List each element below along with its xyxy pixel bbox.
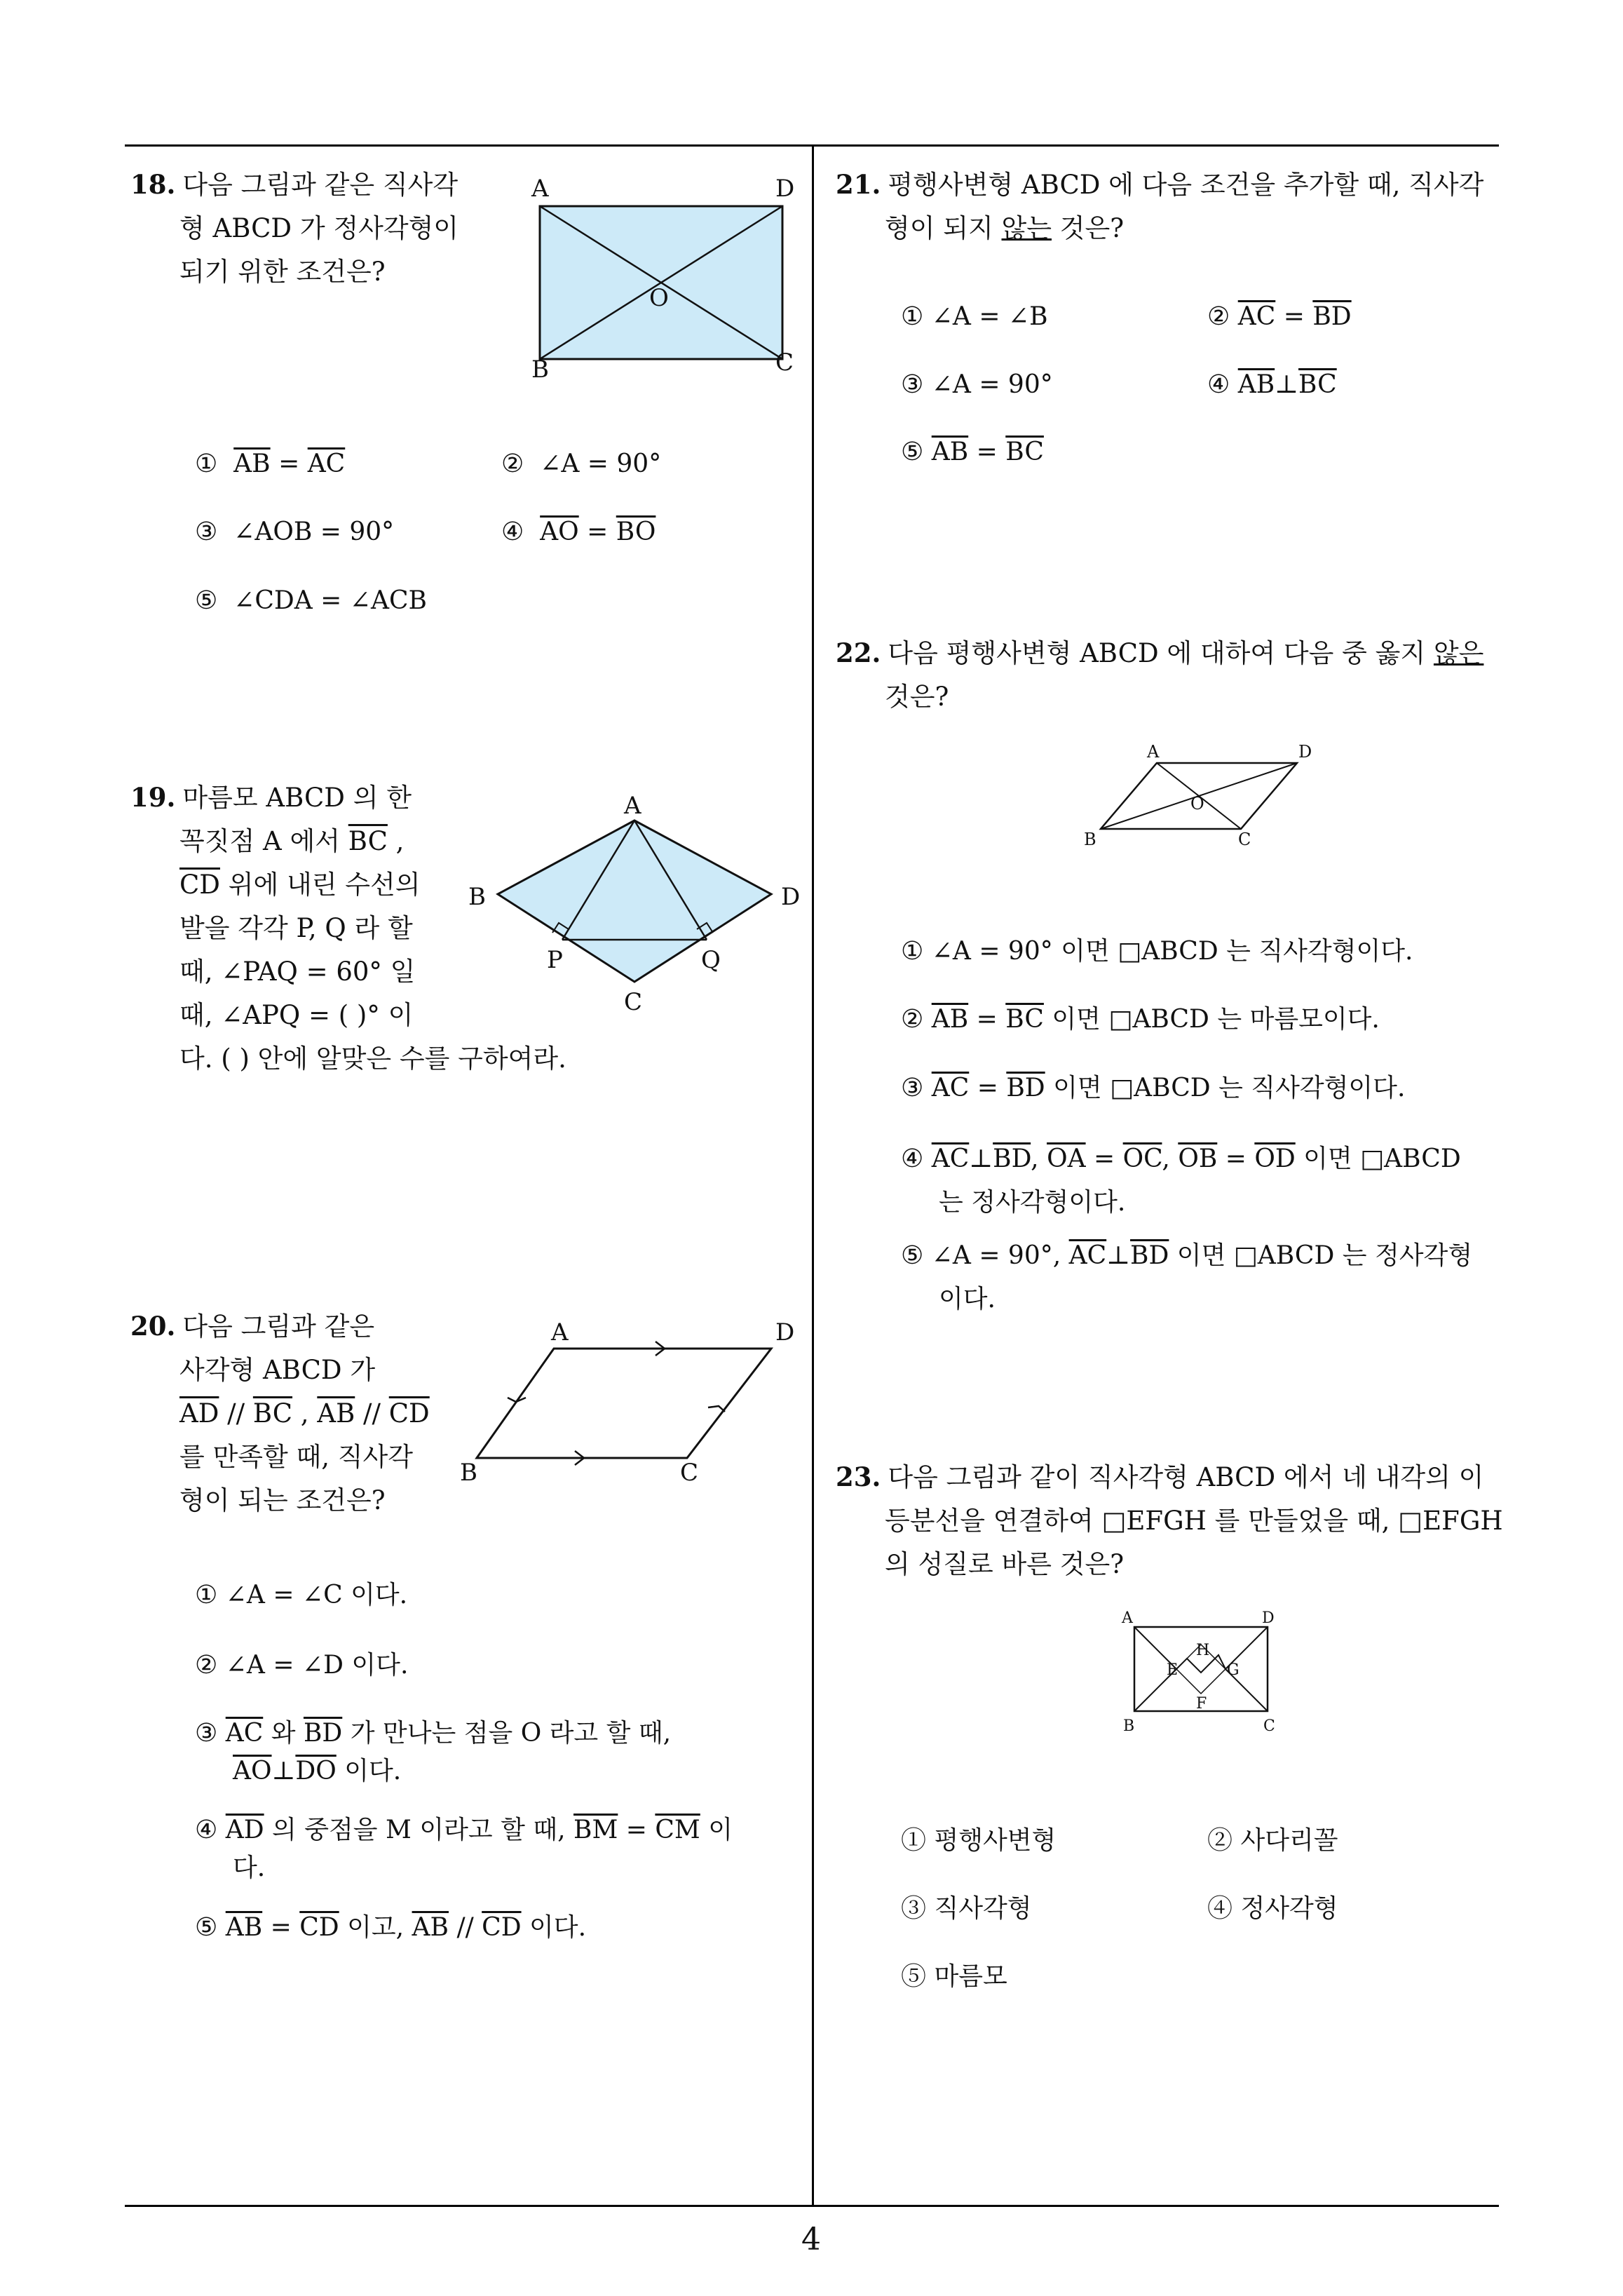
page-number: 4 <box>801 2222 821 2257</box>
label-A: A <box>1122 1609 1133 1627</box>
option-4: ④ $\overline{AO} = \overline{BO}$ <box>501 518 656 546</box>
question-23: 23. 다음 그림과 같이 직사각형 ABCD 에서 네 내각의 이 등분선을 연결하여 □EFGH 를 만들었을 때, □EFGH 의 성질로 바른 것은? <box>836 1461 1503 1579</box>
question-number: 21. <box>836 169 881 200</box>
option-5: ⑤ $\overline{AB} = \overline{CD}$ 이고, $\overline{AB} // \overline{CD}$ 이다. <box>195 1913 587 1942</box>
question-number: 23. <box>836 1461 881 1492</box>
option-4: ④ $\overline{AC}\perp\overline{BD}$, $\overline{OA} = \overline{OC}$, $\overline{OB} = \overline{OD}$ 이면 □ABCD 는 정사각형이다. <box>901 1144 1461 1217</box>
rectangle-figure <box>519 168 813 393</box>
label-F: F <box>1196 1695 1207 1713</box>
option-5: ⑤ ∠CDA = ∠ACB <box>195 586 427 615</box>
option-3: ③ 직사각형 <box>901 1894 1032 1923</box>
option-2: ② ∠A = ∠D 이다. <box>195 1651 409 1680</box>
parallelogram-figure <box>456 1315 813 1497</box>
question-number: 18. <box>130 169 176 200</box>
option-3: ③ $\overline{AC}$ 와 $\overline{BD}$ 가 만나는 점을 O 라고 할 때, $\overline{AO}\perp\overline{DO}$ 이다. <box>195 1719 672 1785</box>
label-C: C <box>1263 1717 1275 1735</box>
label-B: B <box>460 1459 477 1487</box>
label-H: H <box>1196 1642 1210 1659</box>
option-2: ② 사다리꼴 <box>1207 1826 1338 1855</box>
question-21: 21. 평행사변형 ABCD 에 다음 조건을 추가할 때, 직사각 형이 되지 않는 것은? <box>836 169 1484 243</box>
label-C: C <box>1238 830 1251 849</box>
label-C: C <box>624 988 643 1016</box>
label-A: A <box>1147 742 1160 762</box>
option-4: ④ $\overline{AD}$ 의 중점을 M 이라고 할 때, $\overline{BM} = \overline{CM}$ 이 다. <box>195 1816 733 1882</box>
option-3: ③ $\overline{AC} = \overline{BD}$ 이면 □ABCD 는 직사각형이다. <box>901 1074 1406 1102</box>
label-A: A <box>531 175 549 203</box>
label-A: A <box>624 792 641 820</box>
label-C: C <box>680 1459 699 1487</box>
option-5: ⑤ ∠A = 90°, $\overline{AC}\perp\overline{BD}$ 이면 □ABCD 는 정사각형 이다. <box>901 1241 1473 1314</box>
question-text: 형 ABCD 가 정사각형이 <box>179 213 459 243</box>
label-Q: Q <box>701 946 721 974</box>
label-D: D <box>775 175 795 203</box>
question-18 <box>130 163 495 294</box>
option-2: ② ∠A = 90° <box>501 450 662 478</box>
label-B: B <box>468 883 486 911</box>
option-5: ⑤ $\overline{AB} = \overline{BC}$ <box>901 438 1044 466</box>
bottom-rule <box>125 2205 1499 2207</box>
question-number: 20. <box>130 1311 176 1342</box>
label-A: A <box>551 1318 569 1346</box>
label-E: E <box>1167 1661 1179 1679</box>
label-B: B <box>531 356 549 384</box>
option-4: ④ 정사각형 <box>1207 1894 1338 1923</box>
label-D: D <box>1262 1609 1275 1627</box>
option-1: ① $\overline{AB} = \overline{AC}$ <box>195 450 346 478</box>
label-O: O <box>649 284 669 312</box>
rhombus-figure <box>456 792 813 1024</box>
option-4: ④ $\overline{AB}\perp\overline{BC}$ <box>1207 370 1337 399</box>
question-22: 22. 다음 평행사변형 ABCD 에 대하여 다음 중 옳지 않은 것은? <box>836 637 1484 712</box>
rectangle-bisector-figure <box>1115 1606 1297 1746</box>
question-number: 22. <box>836 637 881 668</box>
question-19: 19. 마름모 ABCD 의 한 꼭짓점 A 에서 $\overline{BC}$ , $\overline{CD}$ 위에 내린 수선의 발을 각각 P, Q 라 할 때, ∠PAQ = 60° 일 때, ∠APQ = ( )° 이 다. ( ) 안에 알맞은 수를 구하여라. <box>130 782 566 1074</box>
label-P: P <box>547 946 563 974</box>
label-D: D <box>775 1318 795 1346</box>
option-1: ① ∠A = ∠C 이다. <box>195 1581 408 1609</box>
question-20: 20. 다음 그림과 같은 사각형 ABCD 가 $\overline{AD} // \overline{BC}$ , $\overline{AB} // \overline{CD}$ 를 만족할 때, 직사각 형이 되는 조건은? <box>130 1311 430 1515</box>
option-1: ① 평행사변형 <box>901 1826 1057 1855</box>
label-O: O <box>1190 794 1204 813</box>
column-divider <box>812 144 814 2206</box>
label-B: B <box>1084 830 1096 849</box>
question-number: 19. <box>130 782 176 813</box>
option-2: ② $\overline{AB} = \overline{BC}$ 이면 □ABCD 는 마름모이다. <box>901 1005 1380 1034</box>
option-2: ② $\overline{AC} = \overline{BD}$ <box>1207 302 1352 331</box>
option-5: ⑤ 마름모 <box>901 1962 1007 1991</box>
question-text: 다음 그림과 같은 직사각 <box>182 170 459 200</box>
label-C: C <box>775 349 794 377</box>
label-B: B <box>1123 1717 1135 1735</box>
label-D: D <box>1298 742 1312 762</box>
option-3: ③ ∠A = 90° <box>901 370 1053 399</box>
option-1: ① ∠A = 90° 이면 □ABCD 는 직사각형이다. <box>901 937 1413 966</box>
question-text: 되기 위한 조건은? <box>179 257 386 287</box>
label-D: D <box>781 883 801 911</box>
option-3: ③ ∠AOB = 90° <box>195 518 395 546</box>
label-G: G <box>1227 1661 1240 1679</box>
option-1: ① ∠A = ∠B <box>901 302 1048 331</box>
parallelogram-figure <box>1073 736 1325 863</box>
